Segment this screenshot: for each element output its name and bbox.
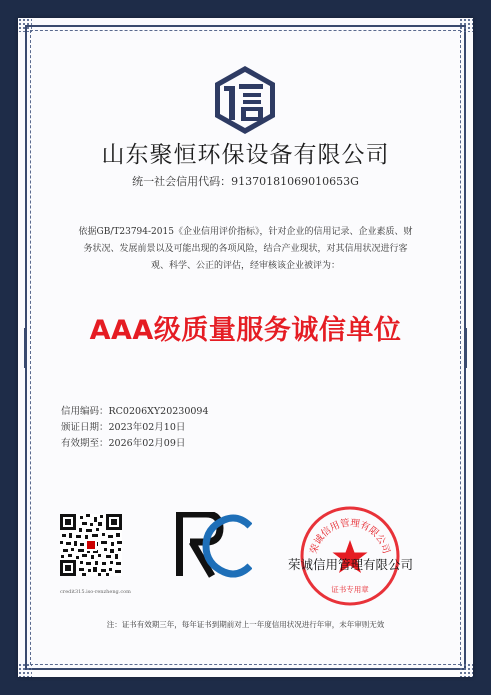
certificate-paper [18,18,473,677]
evaluation-line: 观、科学、公正的评估，经审核该企业被评为： [150,261,340,271]
issue-date-label: 颁证日期： [61,422,109,433]
evaluation-line: 务状况、发展前景以及可能出现的各项风险，结合产业现状，对其信用状况进行客 [83,244,408,254]
corner-ornament [459,18,473,32]
corner-ornament [459,663,473,677]
seal-ring-text: 荣诚信用管理有限公司 [308,517,392,556]
issue-date-row [61,420,209,436]
expire-date-label: 有效期至： [61,438,109,449]
expire-date-row [61,436,209,452]
corner-ornament [18,18,32,32]
qr-code[interactable] [60,514,122,576]
company-name: 山东聚恒环保设备有限公司 [101,142,390,168]
certificate-title: AAA级质量服务诚信单位 [89,315,402,346]
evaluation-line: 依据GB/T23794-2015《企业信用评价指标》，针对企业的信用记录、企业素质、财 [78,227,413,237]
certificate-info [61,404,209,452]
validity-note: 注：证书有效期三年，每年证书到期前对上一年度信用状况进行年审，未年审则无效 [106,620,385,629]
credit-code-label: 信用编码： [61,406,109,417]
evaluation-text [58,224,433,275]
issuer-name: 荣诚信用管理有限公司 [288,557,414,572]
issue-date-value: 2023年02月10日 [108,422,186,433]
credential-logo-icon [212,64,278,136]
expire-date-value: 2026年02月09日 [108,438,186,449]
rc-logo-icon [176,512,252,578]
credit-code-value: RC0206XY20230094 [108,406,209,417]
seal-bottom-text: 证书专用章 [331,585,369,594]
credit-code-row [61,404,209,420]
qr-caption: credit315.iso-renzheng.com [60,589,131,595]
credit-code-line: 统一社会信用代码：91370181069010653G [132,175,359,188]
corner-ornament [18,663,32,677]
